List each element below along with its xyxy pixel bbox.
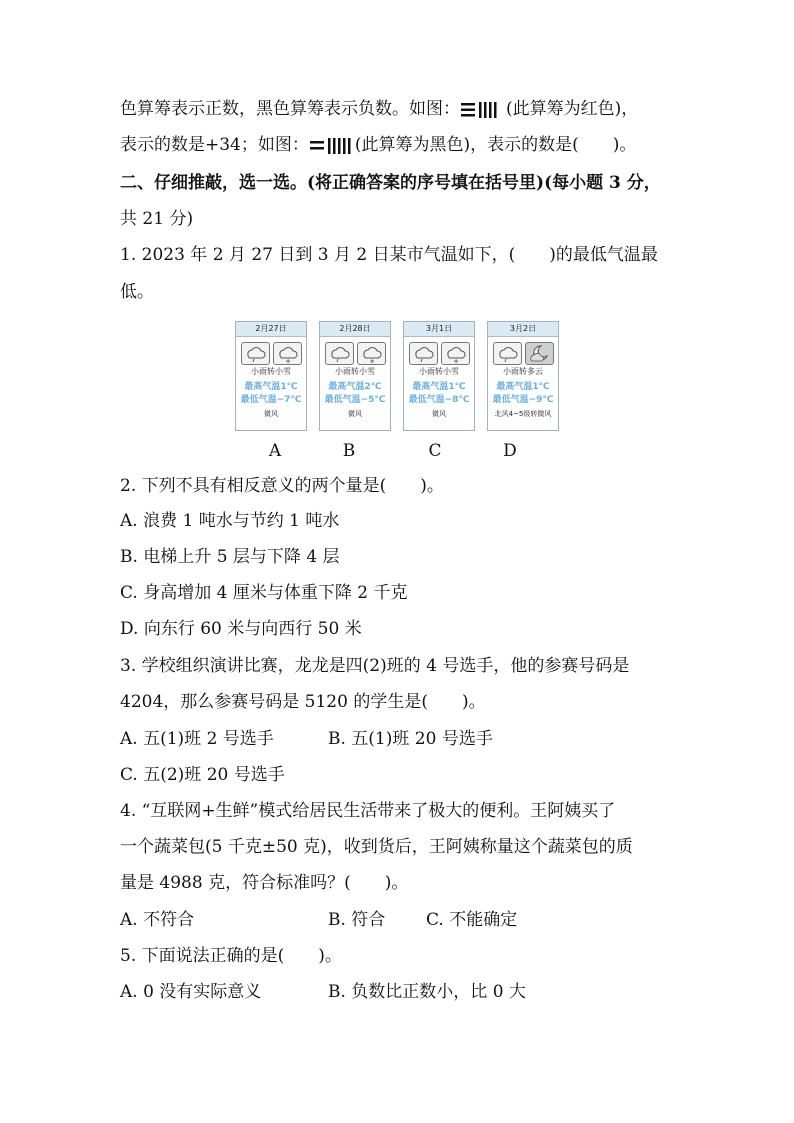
card-desc: 小雨转小雪 xyxy=(251,367,291,376)
q5-option-a: A. 0 没有实际意义 xyxy=(120,982,262,1002)
rain-cloud-icon xyxy=(325,342,354,365)
intro-line-1 xyxy=(120,97,638,121)
q2-option-b: B. 电梯上升 5 层与下降 4 层 xyxy=(120,547,340,567)
card-high-temp: 最高气温1℃ xyxy=(412,382,466,392)
weather-card-c xyxy=(403,321,475,431)
card-label-c: C xyxy=(428,441,442,461)
rain-cloud-icon xyxy=(241,342,270,365)
section-2-title-cont: 共 21 分) xyxy=(120,209,194,229)
weather-card-a xyxy=(235,321,307,431)
card-wind: 北风4~5级转微风 xyxy=(494,410,552,418)
counting-rod-black-icon xyxy=(309,137,355,155)
card-high-temp: 最高气温2℃ xyxy=(328,382,382,392)
card-wind: 微风 xyxy=(432,410,446,418)
snow-cloud-icon xyxy=(273,342,302,365)
card-label-d: D xyxy=(503,441,517,461)
card-desc: 小雨转多云 xyxy=(503,367,543,376)
card-desc: 小雨转小雪 xyxy=(419,367,459,376)
svg-text:✻: ✻ xyxy=(286,359,291,364)
intro-line-2 xyxy=(120,133,636,157)
card-date: 3月1日 xyxy=(404,322,474,337)
q1-stem-cont: 低。 xyxy=(120,282,154,302)
counting-rod-red-34-icon xyxy=(460,101,506,119)
q3-option-c: C. 五(2)班 20 号选手 xyxy=(120,765,285,785)
q4-stem-cont-2: 量是 4988 克，符合标准吗？( )。 xyxy=(120,873,409,893)
card-date: 3月2日 xyxy=(488,322,558,337)
snow-cloud-icon xyxy=(357,342,386,365)
svg-text:✻: ✻ xyxy=(454,359,459,364)
card-label-a: A xyxy=(268,441,282,461)
card-low-temp: 最低气温−5℃ xyxy=(324,395,386,405)
q4-option-c: C. 不能确定 xyxy=(426,910,518,930)
q4-stem: 4. “互联网+生鲜”模式给居民生活带来了极大的便利。王阿姨买了 xyxy=(120,801,616,821)
card-low-temp: 最低气温−8℃ xyxy=(408,395,470,405)
card-date: 2月27日 xyxy=(236,322,306,337)
snow-cloud-icon xyxy=(441,342,470,365)
weather-card-b xyxy=(319,321,391,431)
weather-card-d xyxy=(487,321,559,431)
rain-cloud-icon xyxy=(409,342,438,365)
card-wind: 微风 xyxy=(348,410,362,418)
q2-option-a: A. 浪费 1 吨水与节约 1 吨水 xyxy=(120,511,340,531)
card-label-b: B xyxy=(342,441,356,461)
weather-cards xyxy=(235,321,560,433)
q1-stem: 1. 2023 年 2 月 27 日到 3 月 2 日某市气温如下，( )的最低气温最 xyxy=(120,245,658,265)
card-low-temp: 最低气温−9℃ xyxy=(492,395,554,405)
intro-text-2a: 表示的数是+34；如图： xyxy=(120,135,309,155)
q3-stem: 3. 学校组织演讲比赛，龙龙是四(2)班的 4 号选手，他的参赛号码是 xyxy=(120,656,630,676)
card-high-temp: 最高气温1℃ xyxy=(244,382,298,392)
card-desc: 小雨转小雪 xyxy=(335,367,375,376)
card-wind: 微风 xyxy=(264,410,278,418)
card-high-temp: 最高气温1℃ xyxy=(496,382,550,392)
q2-option-d: D. 向东行 60 米与向西行 50 米 xyxy=(120,619,362,639)
intro-text-1b: (此算筹为红色)， xyxy=(506,99,639,119)
svg-text:✻: ✻ xyxy=(370,359,375,364)
moon-cloud-icon xyxy=(525,342,554,365)
intro-text-2b: (此算筹为黑色)，表示的数是( )。 xyxy=(354,135,637,155)
q4-stem-cont-1: 一个蔬菜包(5 千克±50 克)，收到货后，王阿姨称量这个蔬菜包的质 xyxy=(120,837,633,857)
rain-cloud-icon xyxy=(493,342,522,365)
section-2-title: 二、仔细推敲，选一选。(将正确答案的序号填在括号里)(每小题 3 分， xyxy=(120,173,661,193)
q2-stem: 2. 下列不具有相反意义的两个量是( )。 xyxy=(120,476,444,496)
q3-option-a: A. 五(1)班 2 号选手 xyxy=(120,729,274,749)
q3-option-b: B. 五(1)班 20 号选手 xyxy=(328,729,493,749)
q2-option-c: C. 身高增加 4 厘米与体重下降 2 千克 xyxy=(120,583,408,603)
q5-stem: 5. 下面说法正确的是( )。 xyxy=(120,946,342,966)
q5-option-b: B. 负数比正数小，比 0 大 xyxy=(328,982,526,1002)
card-date: 2月28日 xyxy=(320,322,390,337)
intro-text-1a: 色算筹表示正数，黑色算筹表示负数。如图： xyxy=(120,99,460,119)
q4-option-a: A. 不符合 xyxy=(120,910,195,930)
card-low-temp: 最低气温−7℃ xyxy=(240,395,302,405)
q3-stem-cont: 4204，那么参赛号码是 5120 的学生是( )。 xyxy=(120,692,486,712)
q4-option-b: B. 符合 xyxy=(328,910,386,930)
